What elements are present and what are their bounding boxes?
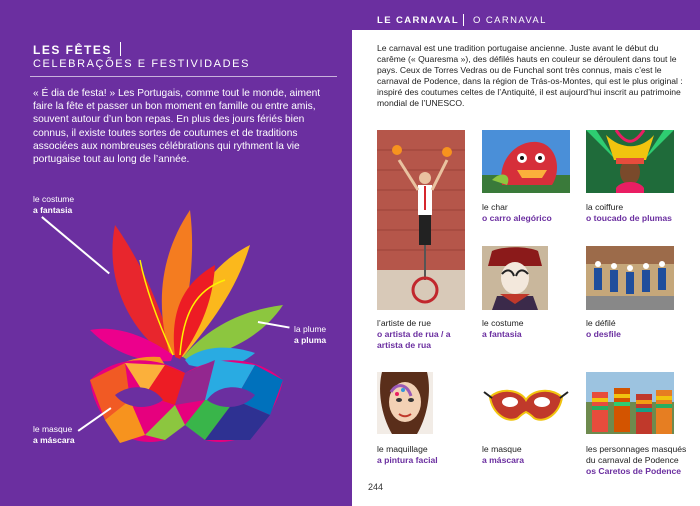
feathers bbox=[90, 210, 283, 383]
page-number: 244 bbox=[368, 482, 384, 492]
header-french: LE CARNAVAL bbox=[377, 15, 460, 26]
photo-costume bbox=[482, 246, 548, 310]
photo-street-artist bbox=[377, 130, 465, 310]
label-masque: le masque a máscara bbox=[33, 424, 75, 445]
right-page bbox=[352, 0, 700, 506]
caption-float: le char o carro alegórico bbox=[482, 202, 552, 223]
label-costume: le costume a fantasia bbox=[33, 194, 75, 215]
header-separator bbox=[463, 14, 464, 26]
photo-caretos bbox=[586, 372, 674, 434]
mask-shape bbox=[90, 360, 283, 443]
carnival-mask-illustration bbox=[85, 205, 285, 470]
photo-float bbox=[482, 130, 570, 193]
caption-parade: le défilé o desfile bbox=[586, 318, 621, 339]
section-title: LES FÊTES bbox=[33, 42, 121, 57]
caption-face-paint: le maquillage a pintura facial bbox=[377, 444, 438, 465]
label-plume: la plume a pluma bbox=[294, 324, 327, 345]
header-portuguese: O CARNAVAL bbox=[473, 15, 547, 26]
caption-headdress: la coiffure o toucado de plumas bbox=[586, 202, 672, 223]
caption-costume: le costume a fantasia bbox=[482, 318, 524, 339]
photo-headdress bbox=[586, 130, 674, 193]
caption-artist: l’artiste de rue o artista de rua / a artista de rua bbox=[377, 318, 451, 350]
photo-parade bbox=[586, 246, 674, 310]
carnival-intro: Le carnaval est une tradition portugaise ancienne. Juste avant le début du carême (« Quaresma »), des défilés hauts en couleur se déroulent dans tout le pays. Ceux de Torres Vedras ou de Funchal sont très connus, mais c’est le carnaval de Podence, dans la région de Trás-os-Montes, qui est le plus original : inspiré des coutumes celtes de l’Antiquité, il est aujourd’hui inscrit au patrimoine mondial de l’UNESCO. bbox=[377, 43, 683, 108]
caption-mask: le masque a máscara bbox=[482, 444, 525, 465]
section-subtitle: CELEBRAÇÕES E FESTIVIDADES bbox=[33, 58, 251, 70]
photo-face-paint bbox=[377, 372, 433, 434]
intro-paragraph: « É dia de festa! » Les Portugais, comme tout le monde, aiment faire la fête et passer un bon moment en famille ou entre amis, souvent autour d’un bon repas. En plus des jours fériés bien connus, il existe toutes sortes de coutumes et de traditions associées aux nombreuses célébrations qui rythment la vie portugaise tout au long de l’année. bbox=[33, 88, 321, 166]
title-divider bbox=[30, 76, 337, 77]
carnival-header-bar bbox=[352, 0, 700, 30]
caption-caretos: les personnages masqués du carnaval de Podence os Caretos de Podence bbox=[586, 444, 687, 476]
photo-mask bbox=[482, 372, 570, 434]
